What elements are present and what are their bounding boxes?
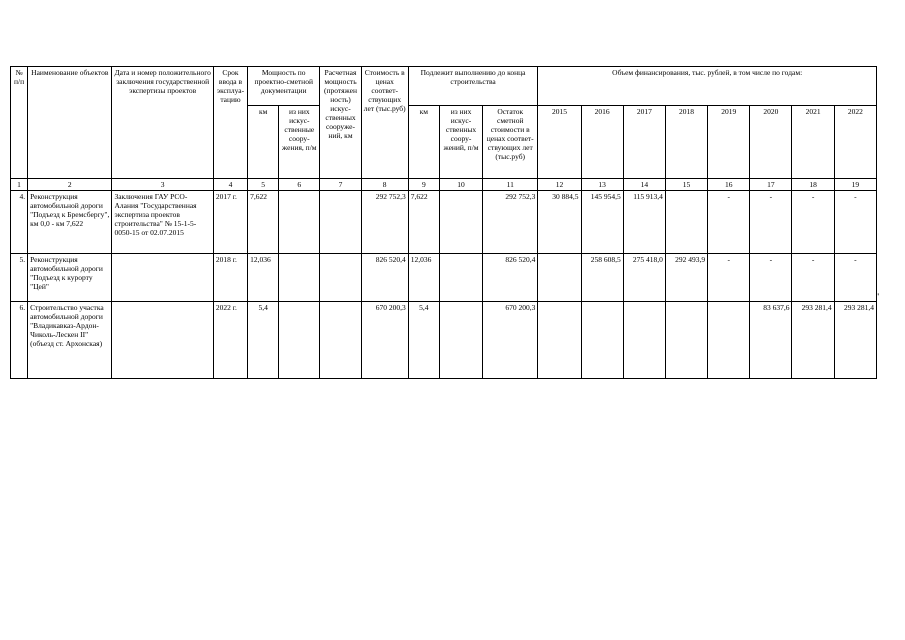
header-year-2021: 2021	[792, 106, 834, 179]
row-y2016: 258 608,5	[581, 254, 623, 302]
header-no: № п/п	[11, 67, 28, 179]
row-cost: 292 752,3	[361, 191, 408, 254]
row-km: 12,036	[248, 254, 279, 302]
header-rem-km: км	[408, 106, 439, 179]
header-calc-capacity: Расчетная мощность (протяжен ность) искус-ственных сооруже-ний, км	[320, 67, 361, 179]
row-y2020: 83 637,6	[750, 302, 792, 379]
investment-table	[10, 66, 880, 379]
col-num: 2	[28, 179, 112, 191]
row-name: Строительство участка автомобильной дороги "Владикавказ-Ардон-Чиколь-Лескен II" (объезд ст. Архонская)	[28, 302, 112, 379]
row-expertise	[112, 254, 213, 302]
header-name: Наименование объектов	[28, 67, 112, 179]
header-year-2016: 2016	[581, 106, 623, 179]
col-num: 16	[708, 179, 750, 191]
row-y2020: -	[750, 254, 792, 302]
header-rem-balance: Остаток сметной стоимости в ценах соответ-ствующих лет (тыс.руб)	[483, 106, 538, 179]
row-km: 7,622	[248, 191, 279, 254]
col-num: 18	[792, 179, 834, 191]
row-y2022: 293 281,4	[834, 302, 876, 379]
row-km: 5,4	[248, 302, 279, 379]
row-term: 2022 г.	[213, 302, 247, 379]
row-no: 6.	[11, 302, 28, 379]
col-num: 3	[112, 179, 213, 191]
col-num: 17	[750, 179, 792, 191]
row-rem-struct	[439, 254, 482, 302]
row-cost: 826 520,4	[361, 254, 408, 302]
header-rem-struct: из них искус-ственных соору-жений, п/м	[439, 106, 482, 179]
col-num: 19	[834, 179, 876, 191]
header-capacity-struct: из них искус-ственные соору-жения, п/м	[279, 106, 320, 179]
header-remaining-group: Подлежит выполнению до конца строительства	[408, 67, 538, 106]
col-num: 13	[581, 179, 623, 191]
col-num: 11	[483, 179, 538, 191]
header-year-2017: 2017	[623, 106, 665, 179]
table-row	[11, 302, 877, 379]
row-term: 2018 г.	[213, 254, 247, 302]
row-y2018	[665, 191, 707, 254]
row-struct	[279, 302, 320, 379]
col-num: 7	[320, 179, 361, 191]
row-y2020: -	[750, 191, 792, 254]
row-rem-struct	[439, 302, 482, 379]
header-term: Срок ввода в эксплуа-тацию	[213, 67, 247, 179]
row-calc	[320, 191, 361, 254]
row-expertise: Заключения ГАУ РСО-Алания "Государственная экспертиза проектов строительства" № 15-1-5-0050-15 от 02.07.2015	[112, 191, 213, 254]
header-expertise: Дата и номер положительного заключения государственной экспертизы проектов	[112, 67, 213, 179]
header-capacity-km: км	[248, 106, 279, 179]
row-calc	[320, 302, 361, 379]
row-term: 2017 г.	[213, 191, 247, 254]
row-y2017: 115 913,4	[623, 191, 665, 254]
row-y2016	[581, 302, 623, 379]
row-rem-balance: 670 200,3	[483, 302, 538, 379]
table-row	[11, 191, 877, 254]
col-num: 6	[279, 179, 320, 191]
col-num: 5	[248, 179, 279, 191]
header-year-2022: 2022	[834, 106, 876, 179]
col-num: 9	[408, 179, 439, 191]
row-no: 5.	[11, 254, 28, 302]
row-y2019	[708, 302, 750, 379]
row-cost: 670 200,3	[361, 302, 408, 379]
row-rem-km: 5,4	[408, 302, 439, 379]
row-y2017	[623, 302, 665, 379]
row-name: Реконструкция автомобильной дороги "Подъезд к Бремсбергу", км 0,0 - км 7,622	[28, 191, 112, 254]
row-y2022: -	[834, 254, 876, 302]
col-num: 12	[538, 179, 581, 191]
row-struct	[279, 191, 320, 254]
row-rem-balance: 826 520,4	[483, 254, 538, 302]
header-year-2019: 2019	[708, 106, 750, 179]
row-y2015	[538, 254, 581, 302]
header-year-2015: 2015	[538, 106, 581, 179]
row-y2018: 292 493,9	[665, 254, 707, 302]
row-struct	[279, 254, 320, 302]
row-no: 4.	[11, 191, 28, 254]
row-y2019: -	[708, 254, 750, 302]
table-row	[11, 254, 877, 302]
row-rem-km: 7,622	[408, 191, 439, 254]
col-num: 4	[213, 179, 247, 191]
col-num: 8	[361, 179, 408, 191]
row-name: Реконструкция автомобильной дороги "Подъезд к курорту "Цей"	[28, 254, 112, 302]
row-y2016: 145 954,5	[581, 191, 623, 254]
row-y2022: -	[834, 191, 876, 254]
row-y2015	[538, 302, 581, 379]
row-y2021: -	[792, 191, 834, 254]
row-rem-struct	[439, 191, 482, 254]
row-y2017: 275 418,0	[623, 254, 665, 302]
header-cost: Стоимость в ценах соответ-ствующих лет (тыс.руб)	[361, 67, 408, 179]
row-y2021: 293 281,4	[792, 302, 834, 379]
header-financing: Объем финансирования, тыс. рублей, в том числе по годам:	[538, 67, 877, 106]
row-rem-km: 12,036	[408, 254, 439, 302]
row-rem-balance: 292 752,3	[483, 191, 538, 254]
col-num: 15	[665, 179, 707, 191]
col-num: 10	[439, 179, 482, 191]
row-y2019: -	[708, 191, 750, 254]
col-num: 14	[623, 179, 665, 191]
col-num: 1	[11, 179, 28, 191]
row-calc	[320, 254, 361, 302]
header-row-1	[11, 67, 877, 106]
header-year-2020: 2020	[750, 106, 792, 179]
header-year-2018: 2018	[665, 106, 707, 179]
column-numbers-row	[11, 179, 877, 191]
header-capacity-project: Мощность по проектно-сметной документации	[248, 67, 320, 106]
row-y2015: 30 884,5	[538, 191, 581, 254]
row-y2021: -	[792, 254, 834, 302]
row-expertise	[112, 302, 213, 379]
trailing-quote-mark: "	[876, 292, 880, 301]
row-y2018	[665, 302, 707, 379]
